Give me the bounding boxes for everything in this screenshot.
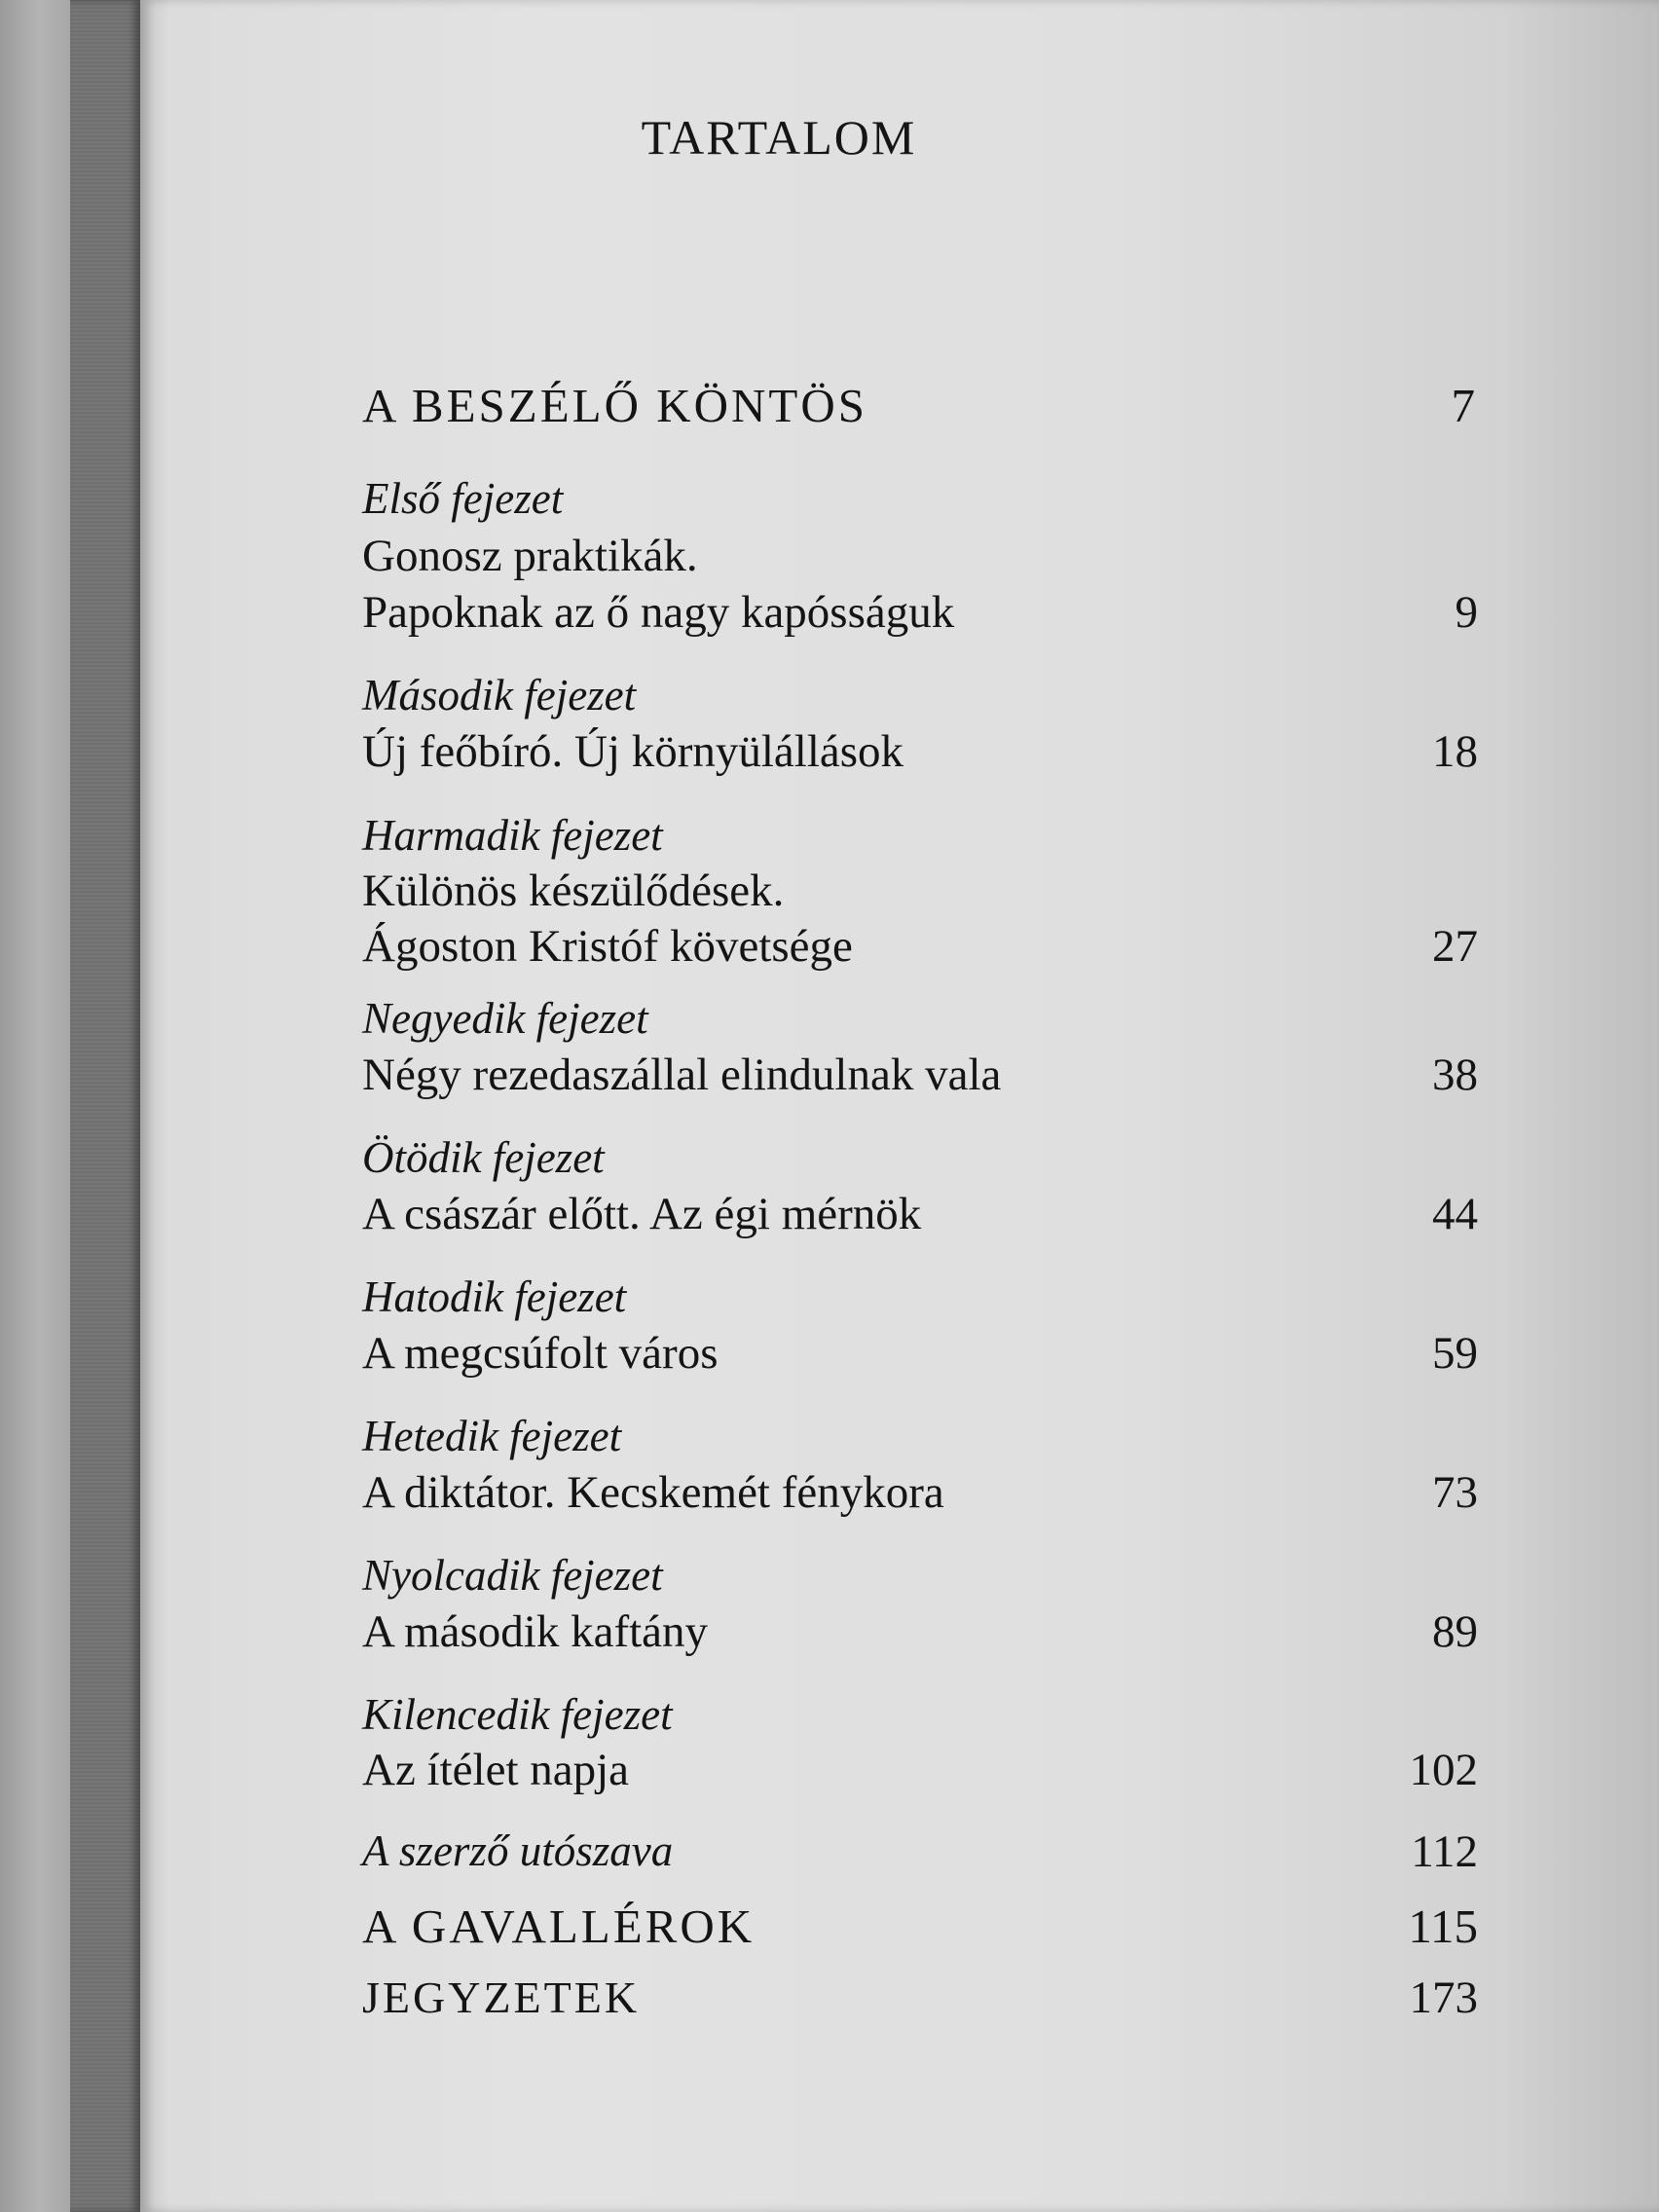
toc-entry-ch9 — [362, 1744, 1478, 1796]
toc-ch5-line1: A császár előtt. Az égi mérnök — [362, 1189, 922, 1239]
toc-part1-page: 7 — [1451, 379, 1478, 432]
toc-ch7-line1: A diktátor. Kecskemét fénykora — [362, 1467, 944, 1518]
toc-ch3-line1: Különös készülődések. — [362, 866, 785, 916]
toc-entry-part1 — [362, 378, 1478, 433]
toc-entry-ch2 — [362, 725, 1478, 778]
toc-ch6-line1: A megcsúfolt város — [362, 1328, 719, 1379]
toc-ch5-label: Ötödik fejezet — [362, 1133, 605, 1182]
toc-ch6-page: 59 — [1432, 1328, 1478, 1379]
toc-entry-ch1 — [362, 586, 1478, 639]
toc-entry-ch7 — [362, 1466, 1478, 1519]
toc-ch7-page: 73 — [1432, 1467, 1478, 1518]
toc-entry-ch4 — [362, 1049, 1478, 1101]
toc-entry-part2 — [362, 1899, 1478, 1954]
toc-ch2-line1: Új feőbíró. Új környülállások — [362, 726, 904, 777]
toc-ch3-label: Harmadik fejezet — [362, 811, 663, 860]
toc-ch4-page: 38 — [1432, 1050, 1478, 1100]
toc-ch1-line1: Gonosz praktikák. — [362, 531, 698, 581]
toc-ch8-line1: A második kaftány — [362, 1606, 709, 1657]
toc-entry-ch8 — [362, 1605, 1478, 1658]
toc-entry-ch5 — [362, 1188, 1478, 1240]
toc-ch8-label: Nyolcadik fejezet — [362, 1551, 663, 1600]
toc-ch4-label: Negyedik fejezet — [362, 994, 648, 1043]
toc-ch9-label: Kilencedik fejezet — [362, 1690, 673, 1739]
toc-afterword-title: A szerző utószava — [362, 1826, 674, 1875]
toc-entry-afterword — [362, 1825, 1478, 1876]
book-cover-edge — [70, 0, 140, 2212]
toc-ch5-page: 44 — [1432, 1189, 1478, 1239]
toc-ch1-line2: Papoknak az ő nagy kapósságuk — [362, 587, 955, 638]
toc-entry-ch3 — [362, 920, 1478, 973]
page-title: TARTALOM — [641, 110, 917, 165]
toc-ch3-page: 27 — [1432, 921, 1478, 972]
toc-part1-title: A BESZÉLŐ KÖNTÖS — [362, 379, 867, 432]
toc-ch8-page: 89 — [1432, 1606, 1478, 1657]
toc-ch3-line2: Ágoston Kristóf követsége — [362, 921, 853, 972]
toc-ch1-label: Első fejezet — [362, 474, 564, 523]
toc-notes-page: 173 — [1409, 1972, 1478, 2023]
toc-ch2-page: 18 — [1432, 726, 1478, 777]
toc-notes-title: JEGYZETEK — [362, 1972, 641, 2022]
toc-ch7-label: Hetedik fejezet — [362, 1412, 622, 1460]
toc-entry-ch6 — [362, 1327, 1478, 1380]
toc-afterword-page: 112 — [1411, 1826, 1478, 1877]
toc-ch2-label: Második fejezet — [362, 671, 637, 719]
book-page — [140, 0, 1659, 2212]
toc-ch9-line1: Az ítélet napja — [362, 1745, 630, 1795]
toc-part2-title: A GAVALLÉROK — [362, 1899, 756, 1953]
toc-ch9-page: 102 — [1409, 1745, 1478, 1795]
toc-entry-notes — [362, 1972, 1478, 2023]
toc-ch6-label: Hatodik fejezet — [362, 1272, 627, 1321]
toc-ch4-line1: Négy rezedaszállal elindulnak vala — [362, 1050, 1002, 1100]
toc-ch1-page: 9 — [1455, 587, 1478, 638]
toc-part2-page: 115 — [1408, 1899, 1478, 1953]
